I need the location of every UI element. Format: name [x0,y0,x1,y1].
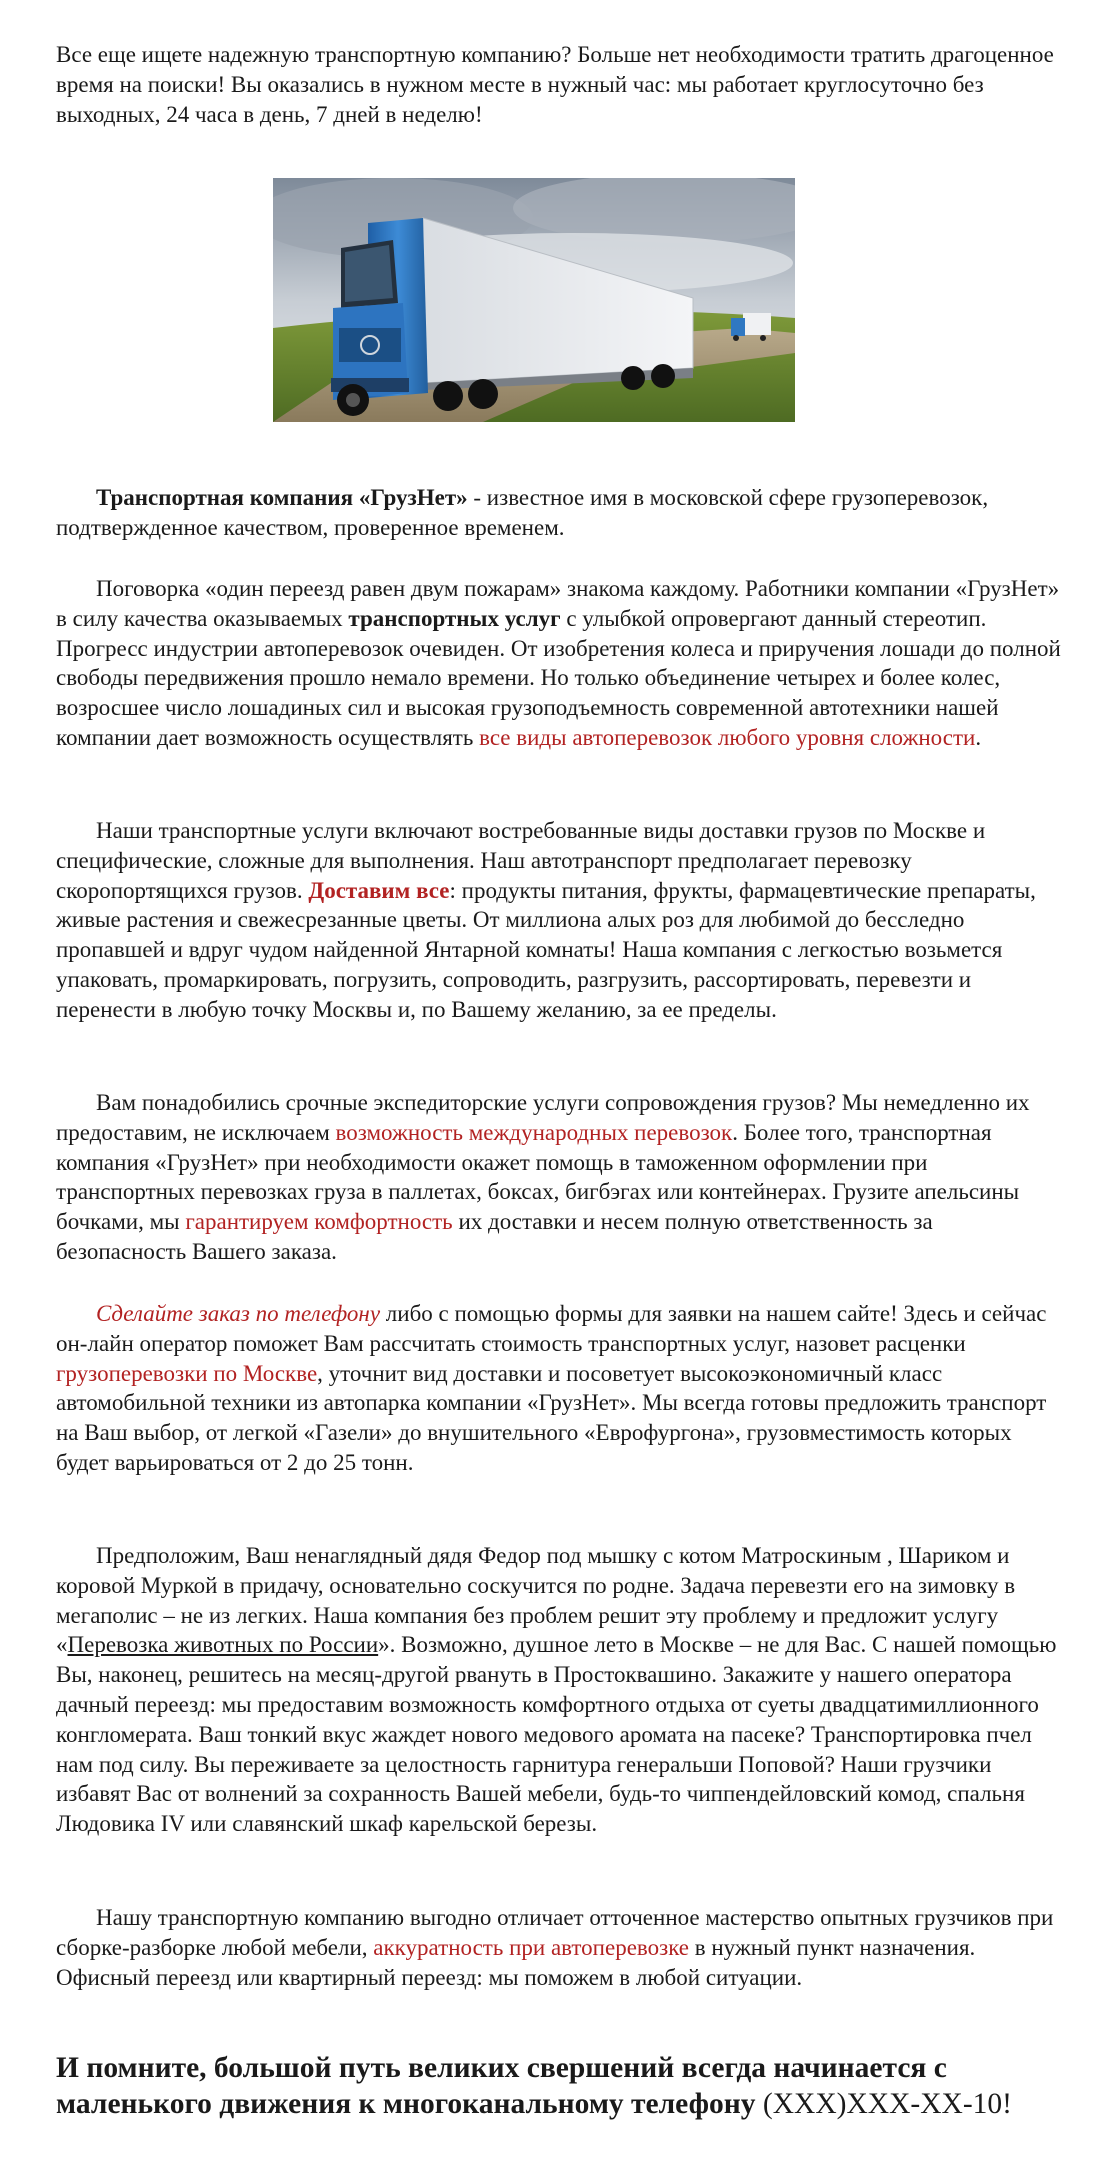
paragraph-2: Поговорка «один переезд равен двум пожарам» знакома каждому. Работники компании «ГрузНет» в силу качества оказываемых транспортных услуг с улыбкой опровергают данный стереотип. Прогресс индустрии автоперевозок очевиден. От изобретения колеса и приручения лошади до полной свободы передвижения прошло немало времени. Но только объединение четырех и более колес, возросшее число лошадиных сил и высокая грузоподъемность современной автотехники нашей компании дает возможность осуществлять все виды автоперевозок любого уровня сложности. [56,576,1061,750]
link-order-phone[interactable]: Сделайте заказ по телефону [96,1301,381,1326]
deliver-all: Доставим все [308,877,450,903]
paragraph-3: Наши транспортные услуги включают востребованные виды доставки грузов по Москве и специфические, сложные для выполнения. Наш автотранспорт предполагает перевозку скоропортящихся грузов. Доставим все: продукты питания, фрукты, фармацевтические препараты, живые растения и свежесрезанные цветы. От миллиона алых роз для любимой до бесследно пропавшей и вдруг чудом найденной Янтарной комнаты! Наша компания с легкостью возьмется упаковать, промаркировать, погрузить, сопроводить, разгрузить, рассортировать, перевезти и перенести в любую точку Москвы и, по Вашему желанию, за ее пределы. [56,818,1036,1022]
paragraph-7: Нашу транспортную компанию выгодно отличает отточенное мастерство опытных грузчиков при сборке-разборке любой мебели, аккуратность при автоперевозке в нужный пункт назначения. Офисный переезд или квартирный переезд: мы поможем в любой ситуации. [56,1905,1054,1990]
paragraph-1: Транспортная компания «ГрузНет» - известное имя в московской сфере грузоперевозок, подтвержденное качеством, проверенное временем. [56,485,989,540]
closing-call: И помните, большой путь великих свершений всегда начинается с маленького движения к многоканальному телефону (XXX)XXX-XX-10! [56,2052,1012,2120]
link-accuracy[interactable]: аккуратность при автоперевозке [373,1934,690,1960]
phone-number[interactable]: (XXX)XXX-XX-10! [762,2088,1012,2120]
paragraph-5: Сделайте заказ по телефону либо с помощью формы для заявки на нашем сайте! Здесь и сейчас он-лайн оператор поможет Вам рассчитать стоимость транспортных услуг, назовет расценки грузоперевозки по Москве, уточнит вид доставки и посоветует высокоэкономичный класс автомобильной техники из автопарка компании «ГрузНет». Мы всегда готовы предложить транспорт на Ваш выбор, от легкой «Газели» до внушительного «Еврофургона», грузовместимость которых будет варьироваться от 2 до 25 тонн. [56,1301,1047,1475]
company-name: Транспортная компания «ГрузНет» [96,485,468,510]
link-animals[interactable]: Перевозка животных по России [67,1632,379,1658]
paragraph-6: Предположим, Ваш ненаглядный дядя Федор под мышку с котом Матроскиным , Шариком и коровой Муркой в придачу, основательно соскучится по родне. Задача перевезти его на зимовку в мегаполис – не из легких. Наша компания без проблем решит эту проблему и предложит услугу «Перевозка животных по России». Возможно, душное лето в Москве – не для Вас. С нашей помощью Вы, наконец, решитесь на месяц-другой рвануть в Простоквашино. Закажите у нашего оператора дачный переезд: мы предоставим возможность комфортного отдыха от суеты двадцатимиллионного конгломерата. Ваш тонкий вкус жаждет нового медового аромата на пасеке? Транспортировка пчел нам под силу. Вы переживаете за целостность гарнитура генеральши Поповой? Наши грузчики избавят Вас от волнений за сохранность Вашей мебели, будь-то чиппендейловский комод, спальня Людовика IV или славянский шкаф карельской березы. [56,1543,1057,1837]
link-moscow[interactable]: грузоперевозки по Москве [56,1360,318,1386]
truck-photo [273,178,795,422]
paragraph-4: Вам понадобились срочные экспедиторские услуги сопровождения грузов? Мы немедленно их предоставим, не исключаем возможность международных перевозок. Более того, транспортная компания «ГрузНет» при необходимости окажет помощь в таможенном оформлении при транспортных перевозках груза в паллетах, боксах, бигбэгах или контейнерах. Грузите апельсины бочками, мы гарантируем комфортность их доставки и несем полную ответственность за безопасность Вашего заказа. [56,1090,1030,1264]
link-all-transport[interactable]: все виды автоперевозок любого уровня сложности [479,724,976,750]
link-comfort[interactable]: гарантируем комфортность [185,1209,453,1235]
blue-truck-icon [273,178,795,422]
link-international[interactable]: возможность международных перевозок [335,1119,733,1145]
intro-paragraph: Все еще ищете надежную транспортную компанию? Больше нет необходимости тратить драгоценное время на поиски! Вы оказались в нужном месте в нужный час: мы работает круглосуточно без выходных, 24 часа в день, 7 дней в неделю! [56,42,1054,127]
